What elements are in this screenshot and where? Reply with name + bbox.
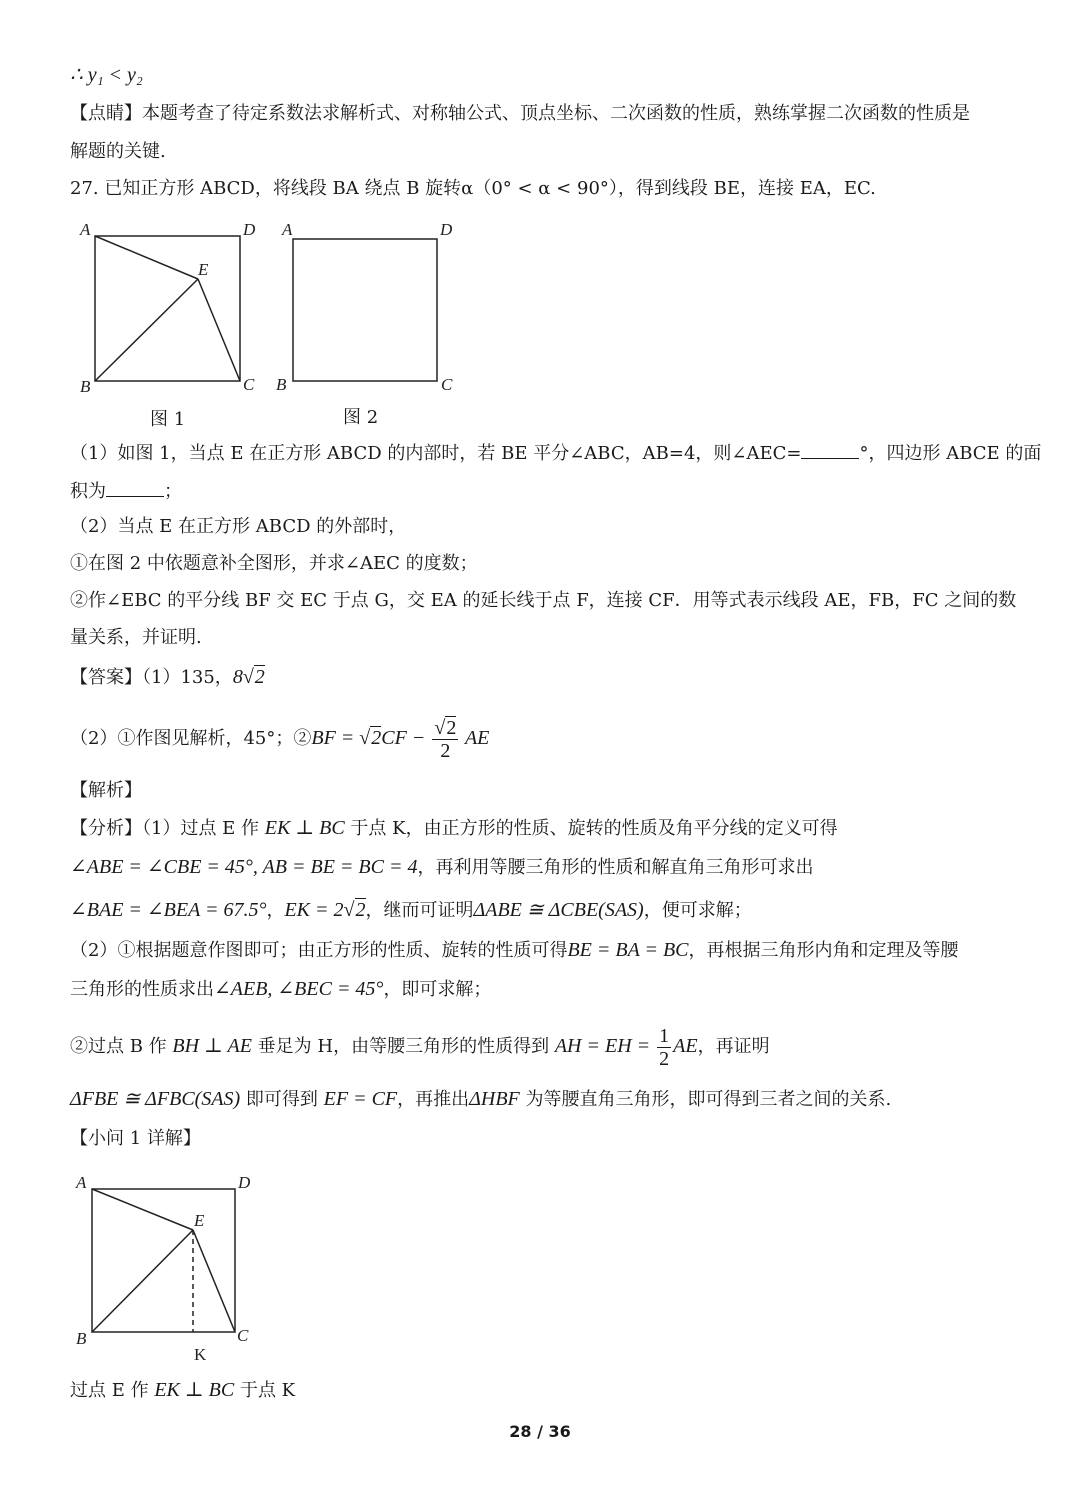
final-line: 过点 E 作 EK ⊥ BC 于点 K: [70, 1379, 296, 1401]
fig2-label-D: D: [440, 220, 453, 239]
fig2-label-C: C: [441, 375, 453, 394]
part2-sub2-line2: 量关系，并证明.: [70, 627, 202, 648]
analysis-line-6: ②过点 B 作 BH ⊥ AE 垂足为 H，由等腰三角形的性质得到 AH = EH = $\frac{1}{2}$ AE，再证明: [70, 1024, 770, 1070]
answer-line-1: 【答案】（1）135，8√2: [70, 666, 265, 688]
blank-area: [106, 478, 164, 497]
analysis-line-3: ∠BAE = ∠BEA = 67.5°，EK = 2√2，继而可证明ΔABE ≅ ΔCBE(SAS)，便可求解；: [70, 899, 752, 921]
fig3-label-C: C: [237, 1326, 249, 1345]
analysis-line-5: 三角形的性质求出∠AEB, ∠BEC = 45°，即可求解；: [70, 978, 492, 1000]
question-27: 27. 已知正方形 ABCD，将线段 BA 绕点 B 旋转α（0° < α < 90°），得到线段 BE，连接 EA，EC.: [70, 178, 876, 199]
fig3-label-K: K: [194, 1345, 207, 1364]
fig3-line-AE: [92, 1189, 193, 1230]
part2-sub2-line1: ②作∠EBC 的平分线 BF 交 EC 于点 G，交 EA 的延长线于点 F，连接 CF．用等式表示线段 AE，FB，FC 之间的数: [70, 590, 1017, 611]
part1-line-2: 积为 ；: [70, 478, 182, 505]
part2-sub1: ①在图 2 中依题意补全图形，并求∠AEC 的度数；: [70, 553, 478, 574]
fig1-label-C: C: [243, 375, 255, 394]
analysis-line-2: ∠ABE = ∠CBE = 45°, AB = BE = BC = 4，再利用等腰三角形的性质和解直角三角形可求出: [70, 856, 814, 878]
fig1-label-D: D: [243, 220, 256, 239]
blank-angle: [801, 440, 859, 459]
fig3-label-D: D: [238, 1173, 251, 1192]
analysis-heading: 【解析】: [70, 780, 142, 801]
fig1-caption: 图 1: [150, 409, 186, 430]
subquestion-1-heading: 【小问 1 详解】: [70, 1128, 201, 1149]
fig1-label-B: B: [80, 377, 91, 396]
answer-line-2: （2）①作图见解析，45°；②BF = √2CF − $\frac{√2}{2}$ AE: [70, 716, 490, 762]
page-number: 28 / 36: [509, 1422, 571, 1441]
fig3-label-E: E: [194, 1211, 205, 1230]
fig1-label-E: E: [198, 260, 209, 279]
comment-line-2: 解题的关键.: [70, 141, 166, 162]
fig3-label-B: B: [76, 1329, 87, 1348]
part2-line: （2）当点 E 在正方形 ABCD 的外部时，: [70, 516, 407, 537]
fig1-line-BE: [95, 279, 198, 381]
fig2-label-B: B: [276, 375, 287, 394]
analysis-line-1: 【分析】（1）过点 E 作 EK ⊥ BC 于点 K，由正方形的性质、旋转的性质及角平分线的定义可得: [70, 817, 838, 839]
fig1-label-A: A: [80, 220, 91, 239]
fig1-line-AE: [95, 236, 198, 279]
fig3-line-BE: [92, 1230, 193, 1332]
fig1-line-EC: [198, 279, 240, 381]
fig3-line-EC: [193, 1230, 235, 1332]
figure-1: [70, 215, 270, 405]
fig2-square: [293, 239, 437, 381]
analysis-line-4: （2）①根据题意作图即可；由正方形的性质、旋转的性质可得BE = BA = BC，再根据三角形内角和定理及等腰: [70, 939, 959, 961]
conclusion-line: ∴ y₁ < y₂: [70, 64, 143, 86]
figure-2: [270, 215, 470, 405]
analysis-line-7: ΔFBE ≅ ΔFBC(SAS) 即可得到 EF = CF，再推出ΔHBF 为等腰直角三角形，即可得到三者之间的关系.: [70, 1088, 892, 1110]
fig2-label-A: A: [282, 220, 293, 239]
fig3-label-A: A: [76, 1173, 87, 1192]
part1-line-1: （1）如图 1，当点 E 在正方形 ABCD 的内部时，若 BE 平分∠ABC，AB=4，则∠AEC= °，四边形 ABCE 的面: [70, 440, 1041, 467]
comment-line-1: 【点睛】本题考查了待定系数法求解析式、对称轴公式、顶点坐标、二次函数的性质，熟练掌握二次函数的性质是: [70, 103, 970, 124]
fig2-caption: 图 2: [343, 407, 379, 428]
figure-3: [70, 1168, 270, 1368]
